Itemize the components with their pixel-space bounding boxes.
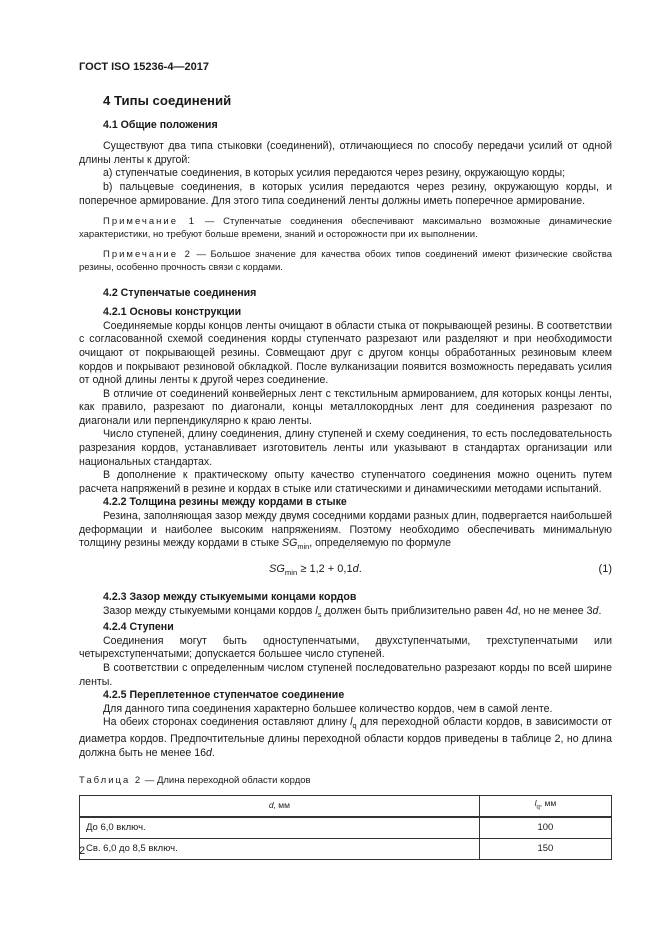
- subsection-title-4-1: 4.1 Общие положения: [103, 118, 218, 131]
- header-unit: , мм: [539, 797, 557, 808]
- table-2: [79, 795, 612, 860]
- table-cell-range: Св. 6,0 до 8,5 включ.: [80, 838, 480, 859]
- text-run: Резина, заполняющая зазор между двумя соседними кордами разных длин, подвергается наибольшей деформации и наиболее высоким напряжениям. Поэтому необходимо обеспечивать минимальную толщину резины между кордами в стыке: [79, 510, 612, 550]
- note-2: [79, 249, 612, 274]
- formula-1: [79, 563, 612, 583]
- subsection-title-4-2-1: 4.2.1 Основы конструкции: [103, 306, 242, 319]
- paragraph-4-2-4-a: Соединения могут быть одноступенчатыми, двухступенчатыми, трехступенчатыми или четырехступенчатыми; допускается большее число ступеней.: [79, 634, 612, 661]
- symbol-d: d: [511, 604, 518, 617]
- symbol-subscript: min: [297, 542, 310, 552]
- subsection-title-4-2-4: 4.2.4 Ступени: [103, 621, 174, 634]
- table-cell-value: 150: [479, 838, 611, 859]
- header-var-l: l: [534, 797, 537, 808]
- table-2-title: — Длина переходной области кордов: [142, 775, 311, 787]
- note-1-text: — Ступенчатые соединения обеспечивают максимально возможные динамические характеристики, но требуют больше времени, знаний и осторожности при их выполнении.: [79, 216, 612, 240]
- table-row: [80, 838, 612, 859]
- paragraph-4-2-3: [79, 605, 612, 622]
- formula-subscript: min: [284, 568, 298, 578]
- symbol-l: l: [350, 716, 353, 729]
- paragraph-4-2-5-b: [79, 716, 612, 760]
- table-cell-range: До 6,0 включ.: [80, 817, 480, 839]
- formula-variable-d: d: [352, 562, 359, 575]
- paragraph-4-2-1-b: В отличие от соединений конвейерных лент с текстильным армированием, для которых концы ленты, как правило, разрезают по диагонали, концы металлокордных лент для соединения разрезают по диагонали или перпендикулярно к краю ленты.: [79, 387, 612, 427]
- table-2-caption: [79, 774, 612, 788]
- subsection-title-4-2: 4.2 Ступенчатые соединения: [103, 286, 257, 299]
- header-unit: , мм: [273, 800, 290, 811]
- page-number: 2: [79, 845, 86, 857]
- subsection-title-4-2-2: 4.2.2 Толщина резины между кордами в стыке: [103, 496, 347, 509]
- text-run: , определяемую по формуле: [309, 537, 452, 550]
- text-run: На обеих сторонах соединения оставляют длину: [103, 716, 351, 729]
- paragraph-4-2-1-d: В дополнение к практическому опыту качество ступенчатого соединения можно оценить путем расчета напряжений в резине и кордах в стыке или статическими и динамическими методами испытаний.: [79, 469, 612, 495]
- page-content: [79, 90, 612, 860]
- text-run: должен быть приблизительно равен 4: [321, 604, 512, 617]
- note-1-label: Примечание 1: [103, 216, 197, 228]
- symbol-d: d: [592, 604, 599, 617]
- formula-body: ≥ 1,2 + 0,1: [297, 562, 353, 575]
- subsection-title-4-2-5: 4.2.5 Переплетенное ступенчатое соединение: [103, 689, 345, 702]
- text-run: .: [211, 746, 215, 759]
- note-1: [79, 216, 612, 241]
- table-header-diameter: [80, 795, 480, 817]
- paragraph-4-1-intro: Существуют два типа стыковки (соединений), отличающиеся по способу передачи усилий от одной длины ленты к другой:: [79, 140, 612, 166]
- note-2-label: Примечание 2: [103, 249, 192, 261]
- paragraph-4-2-5-a: Для данного типа соединения характерно большее количество кордов, чем в самой ленте.: [103, 702, 553, 715]
- formula-end: .: [358, 562, 362, 575]
- symbol-d: d: [206, 746, 212, 759]
- symbol-sg: SG: [282, 537, 298, 550]
- table-header-length: [479, 795, 611, 817]
- paragraph-4-2-1-c: Число ступеней, длину соединения, длину ступеней и схему соединения, то есть последовательность разрезания кордов, устанавливает изготовитель ленты или указывают в стандартах организации или национальных стандартах.: [79, 428, 612, 468]
- formula-number: (1): [598, 562, 612, 575]
- header-var-d: d: [268, 800, 274, 811]
- table-cell-value: 100: [479, 817, 611, 839]
- text-run: Зазор между стыкуемыми концами кордов: [103, 604, 316, 617]
- list-item-a: a) ступенчатые соединения, в которых усилия передаются через резину, окружающую корды;: [103, 167, 566, 180]
- note-2-text: — Большое значение для качества обоих типов соединений имеют физические свойства резины, особенно прочность связи с кордами.: [79, 249, 612, 273]
- table-row: [80, 817, 612, 839]
- paragraph-4-2-1-a: Соединяемые корды концов ленты очищают в области стыка от покрывающей резины. В соответствии с согласованной схемой соединения корды ступенчато разрезают или разделяют и при необходимости очищают от покрывающей резины. Совмещают друг с другом концы обработанных резиновым клеем кордов и покрывают резиновой обкладкой. После вулканизации появится возможность передавать усилия от одной длины ленты к другой через соединение.: [79, 319, 612, 387]
- symbol-subscript: q: [352, 721, 357, 731]
- table-header-row: [80, 795, 612, 817]
- section-title-4: 4 Типы соединений: [103, 93, 232, 108]
- list-item-b: b) пальцевые соединения, в которых усилия передаются через резину, окружающую корды, и поперечное армирование. Для этого типа соединений ленты должны иметь поперечное армирование.: [79, 180, 612, 207]
- symbol-subscript: s: [317, 609, 322, 619]
- formula-symbol: SG: [269, 562, 285, 575]
- paragraph-4-2-2: [79, 510, 612, 554]
- formula-expression: [269, 563, 362, 580]
- header-subscript: q: [536, 804, 540, 811]
- paragraph-4-2-4-b: В соответствии с определенным числом ступеней последовательно разрезают корды по всей ширине ленты.: [79, 662, 612, 688]
- subsection-title-4-2-3: 4.2.3 Зазор между стыкуемыми концами кордов: [103, 590, 357, 603]
- symbol-l: l: [315, 604, 318, 617]
- text-run: для переходной области кордов, в зависимости от диаметра кордов. Предпочтительные длины переходной области кордов приведены в таблице 2, но длина должна быть не менее 16: [79, 716, 612, 759]
- text-run: .: [598, 604, 602, 617]
- text-run: , но не менее 3: [517, 604, 593, 617]
- document-header: ГОСТ ISO 15236-4—2017: [79, 61, 209, 73]
- table-2-label: Таблица 2: [79, 775, 143, 787]
